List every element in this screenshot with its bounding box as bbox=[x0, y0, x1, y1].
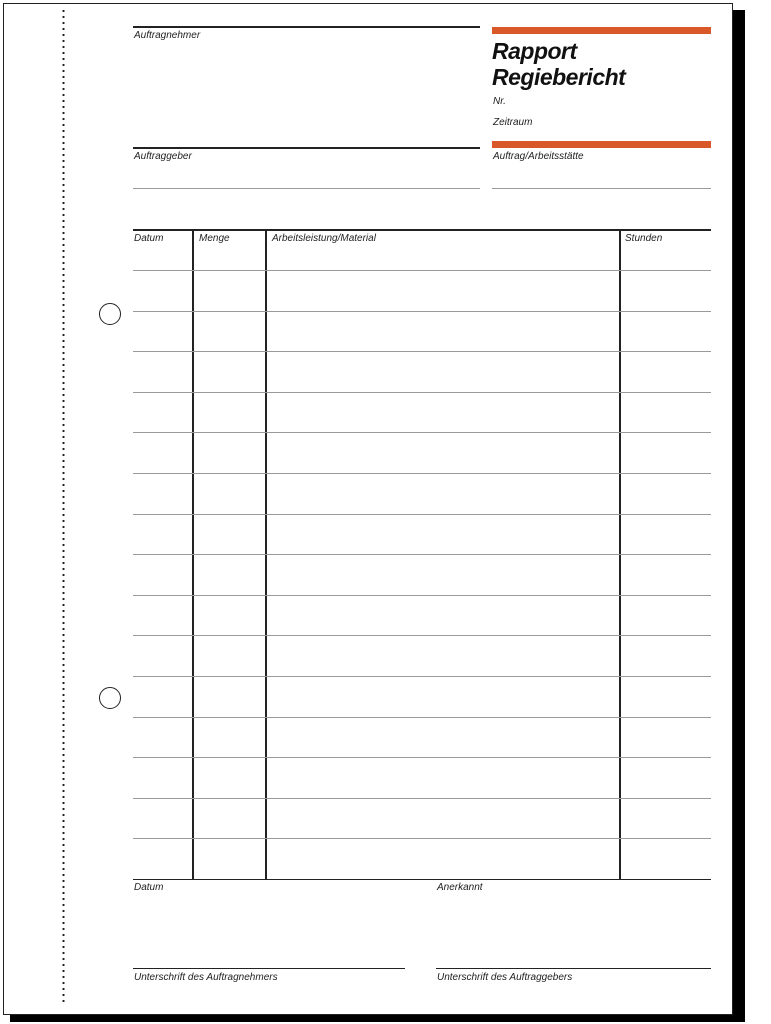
zeitraum-label: Zeitraum bbox=[493, 117, 533, 128]
table-row-line bbox=[133, 514, 711, 515]
table-row-line bbox=[133, 351, 711, 352]
title-accent-top bbox=[492, 27, 711, 34]
table-row-line bbox=[133, 757, 711, 758]
form-sheet bbox=[3, 3, 733, 1015]
table-row-line bbox=[133, 635, 711, 636]
table-row-line bbox=[133, 392, 711, 393]
form-title-regiebericht: Regiebericht bbox=[492, 64, 626, 90]
auftraggeber-label: Auftraggeber bbox=[134, 151, 192, 162]
pad-stack-bottom bbox=[10, 1015, 745, 1022]
table-row-line bbox=[133, 676, 711, 677]
footer-datum-label: Datum bbox=[134, 882, 164, 893]
table-bottom-rule bbox=[133, 879, 711, 880]
table-row-line bbox=[133, 554, 711, 555]
col-header-menge: Menge bbox=[199, 233, 230, 244]
perforation-line bbox=[62, 8, 65, 1006]
col-header-stunden: Stunden bbox=[625, 233, 663, 244]
signature-line-left bbox=[133, 968, 405, 969]
auftrag-arbeitsstaette-label: Auftrag/Arbeitsstätte bbox=[493, 151, 584, 162]
table-row-line bbox=[133, 473, 711, 474]
form-title-rapport: Rapport bbox=[492, 38, 577, 64]
table-row-line bbox=[133, 838, 711, 839]
table-row-line bbox=[133, 595, 711, 596]
auftragnehmer-label: Auftragnehmer bbox=[134, 30, 201, 41]
punch-hole-bottom bbox=[99, 687, 121, 709]
signature-label-auftraggeber: Unterschrift des Auftraggebers bbox=[437, 972, 573, 983]
table-top-rule bbox=[133, 229, 711, 231]
col-header-datum: Datum bbox=[134, 233, 164, 244]
pad-stack-right bbox=[733, 10, 745, 1021]
nr-label: Nr. bbox=[493, 96, 506, 107]
title-accent-bottom bbox=[492, 141, 711, 148]
footer-anerkannt-label: Anerkannt bbox=[437, 882, 483, 893]
table-row-line bbox=[133, 311, 711, 312]
auftraggeber-top-rule bbox=[133, 147, 480, 149]
table-row-line bbox=[133, 432, 711, 433]
auftrag-write-line bbox=[492, 188, 711, 189]
auftraggeber-write-line bbox=[133, 188, 480, 189]
punch-hole-top bbox=[99, 303, 121, 325]
table-row-line bbox=[133, 798, 711, 799]
col-header-arbeitsleistung: Arbeitsleistung/Material bbox=[272, 233, 376, 244]
signature-line-right bbox=[436, 968, 711, 969]
table-row-line bbox=[133, 717, 711, 718]
signature-label-auftragnehmer: Unterschrift des Auftragnehmers bbox=[134, 972, 278, 983]
table-row-line bbox=[133, 270, 711, 271]
auftragnehmer-top-rule bbox=[133, 26, 480, 28]
